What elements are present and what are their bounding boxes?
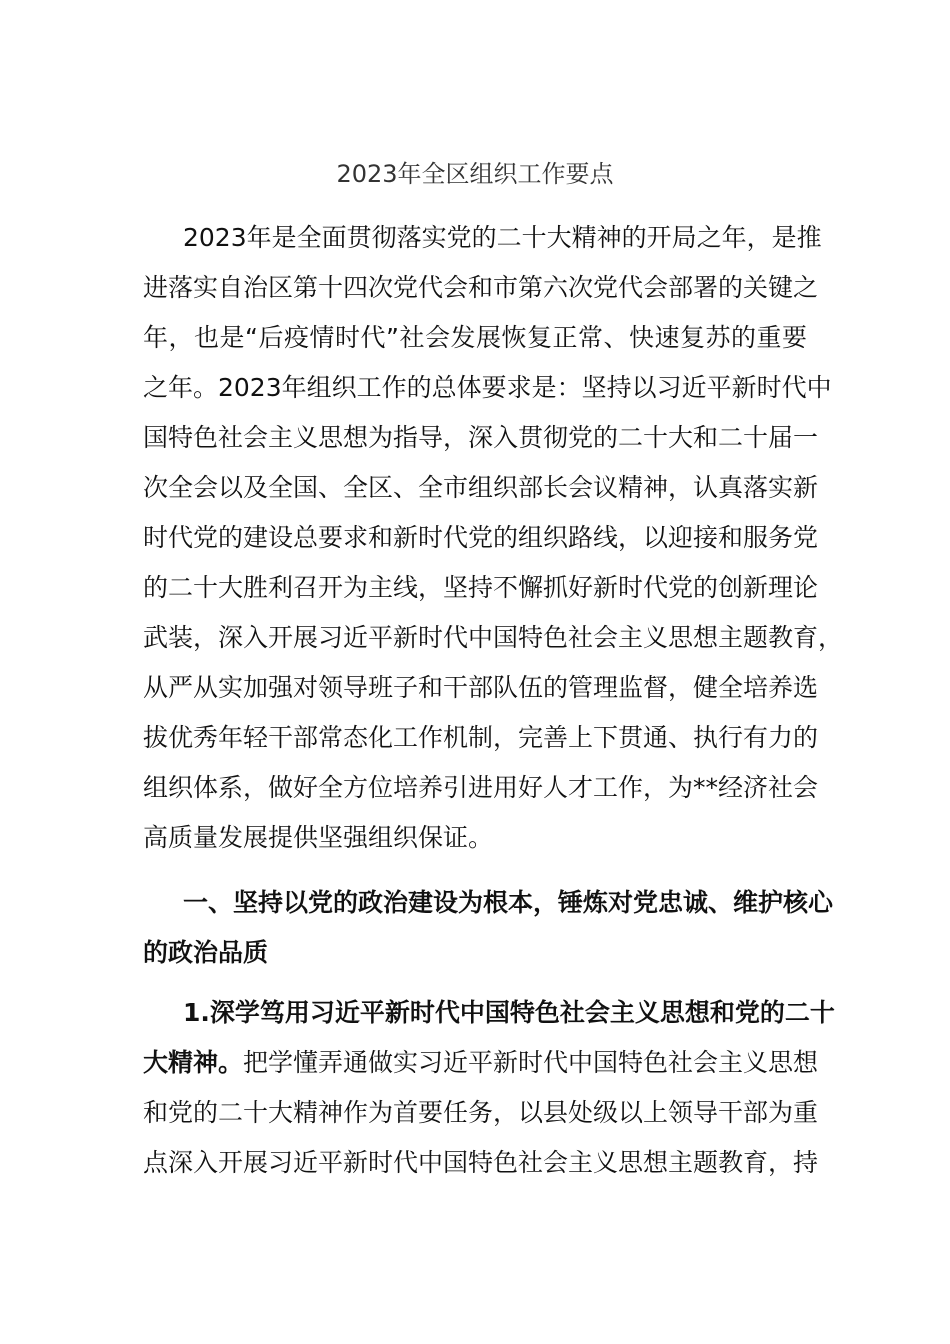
item-heading-line: 1.深学笃用习近平新时代中国特色社会主义思想和党的二十 xyxy=(183,998,835,1027)
item-body-start: 把学懂弄通做实习近平新时代中国特色社会主义思想 xyxy=(243,1048,819,1077)
item-1-paragraph xyxy=(143,993,835,1193)
heading-line: 一、坚持以党的政治建设为根本，锤炼对党忠诚、维护核心 xyxy=(183,888,834,917)
text-line: 组织体系，做好全方位培养引进用好人才工作，为**经济社会 xyxy=(143,773,819,802)
document-title: 2023年全区组织工作要点 xyxy=(336,160,614,188)
document-body xyxy=(143,218,844,1193)
text-line: 武装，深入开展习近平新时代中国特色社会主义思想主题教育， xyxy=(143,623,844,652)
text-line: 拔优秀年轻干部常态化工作机制，完善上下贯通、执行有力的 xyxy=(143,723,819,752)
text-line xyxy=(143,1043,819,1093)
heading-line: 的政治品质 xyxy=(143,938,269,967)
section-1-heading xyxy=(143,883,834,983)
text-line: 时代党的建设总要求和新时代党的组织路线，以迎接和服务党 xyxy=(143,523,819,552)
text-line: 和党的二十大精神作为首要任务，以县处级以上领导干部为重 xyxy=(143,1098,819,1127)
text-line: 高质量发展提供坚强组织保证。 xyxy=(143,823,494,852)
text-line: 年，也是“后疫情时代”社会发展恢复正常、快速复苏的重要 xyxy=(143,323,807,352)
text-line: 国特色社会主义思想为指导，深入贯彻党的二十大和二十届一 xyxy=(143,423,819,452)
text-line: 点深入开展习近平新时代中国特色社会主义思想主题教育，持 xyxy=(143,1148,819,1177)
text-line: 之年。2023年组织工作的总体要求是：坚持以习近平新时代中 xyxy=(143,373,832,402)
item-heading-end: 大精神。 xyxy=(143,1048,244,1077)
text-line: 的二十大胜利召开为主线，坚持不懈抓好新时代党的创新理论 xyxy=(143,573,819,602)
intro-paragraph xyxy=(143,218,844,868)
text-line: 次全会以及全国、全区、全市组织部长会议精神，认真落实新 xyxy=(143,473,819,502)
text-line: 进落实自治区第十四次党代会和市第六次党代会部署的关键之 xyxy=(143,273,819,302)
text-line: 从严从实加强对领导班子和干部队伍的管理监督，健全培养选 xyxy=(143,673,819,702)
text-line: 2023年是全面贯彻落实党的二十大精神的开局之年，是推 xyxy=(183,223,822,252)
